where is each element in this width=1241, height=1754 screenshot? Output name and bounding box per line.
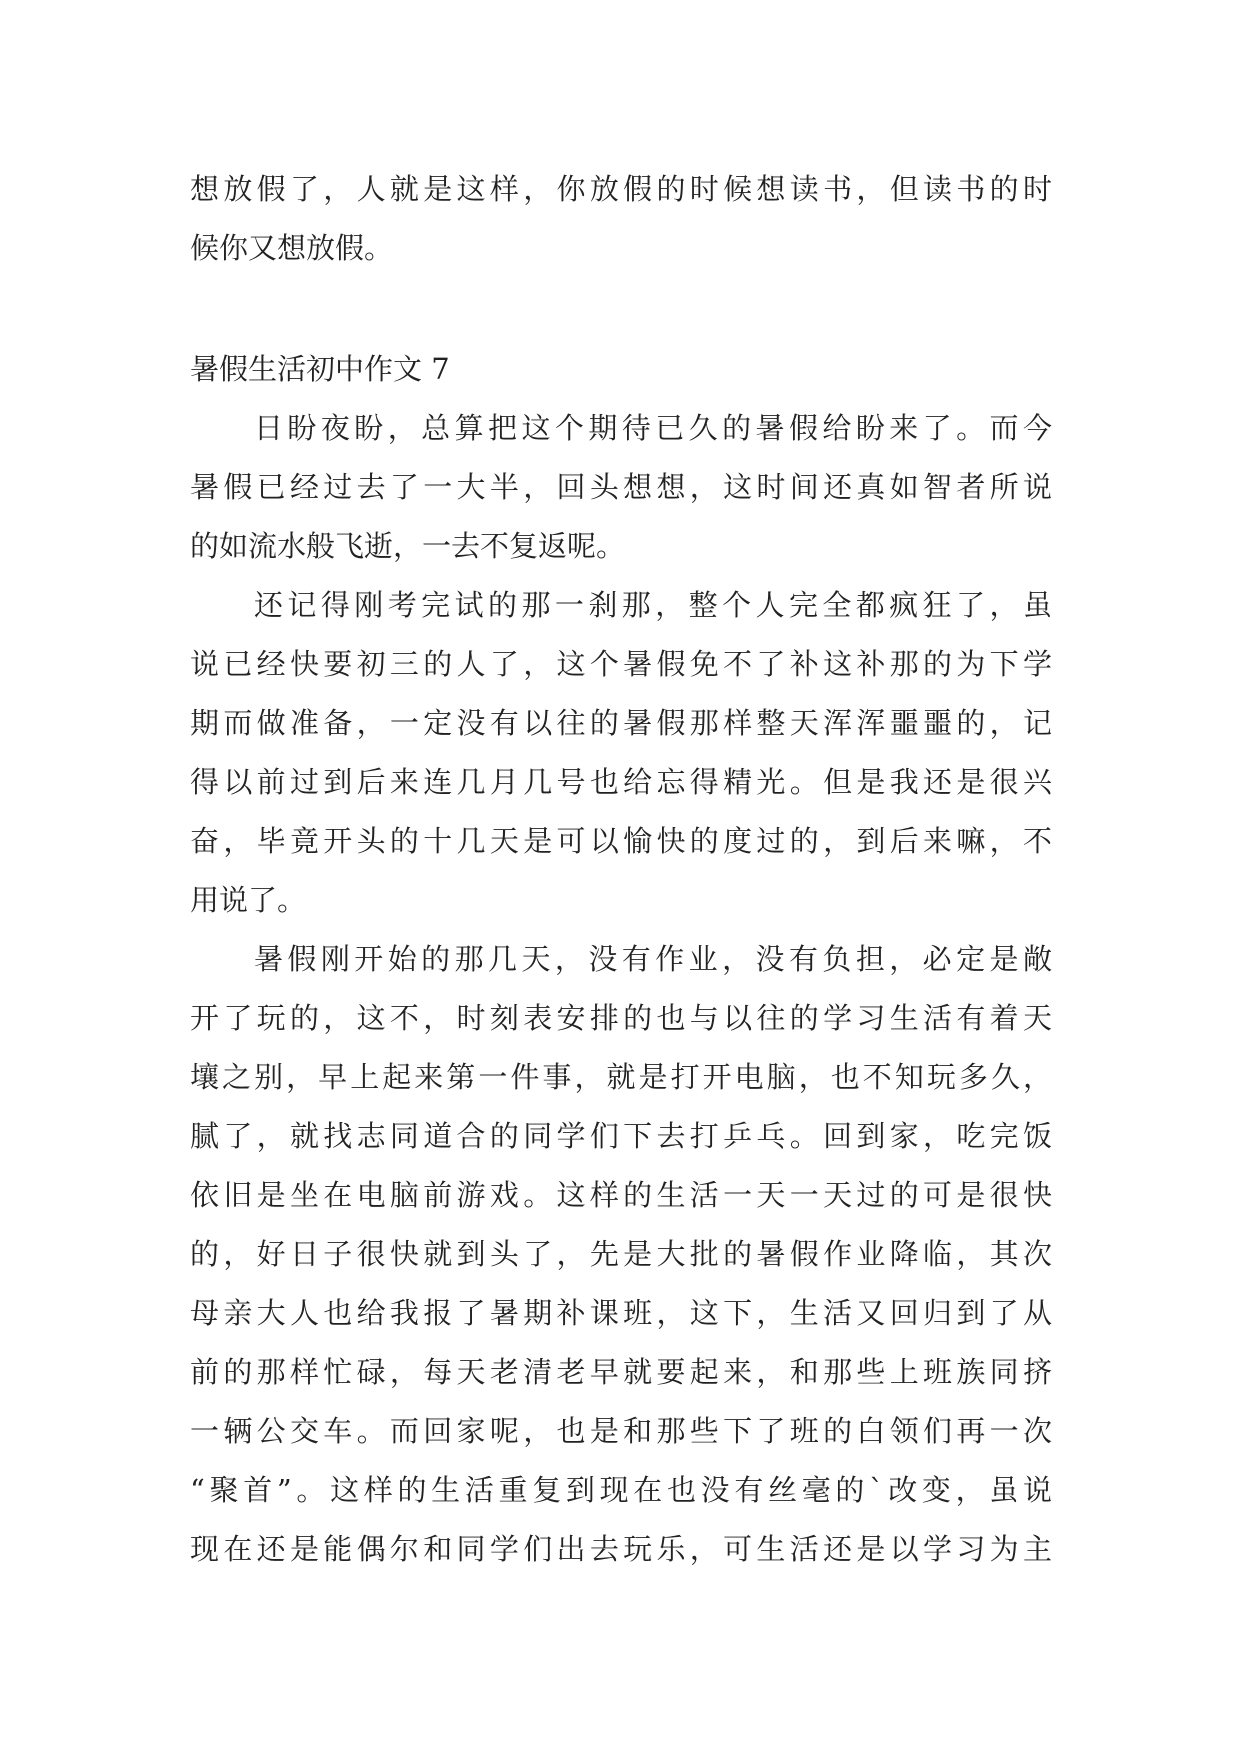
paragraph [190, 930, 1052, 1579]
text-line: 日盼夜盼，总算把这个期待已久的暑假给盼来了。而今 [254, 411, 1052, 445]
text-line: 腻了，就找志同道合的同学们下去打乒乓。回到家，吃完饭 [190, 1119, 1052, 1153]
text-line: 想放假了，人就是这样，你放假的时候想读书，但读书的时 [190, 172, 1052, 206]
text-line: 壤之别，早上起来第一件事，就是打开电脑，也不知玩多久， [190, 1060, 1052, 1094]
text-line: 期而做准备，一定没有以往的暑假那样整天浑浑噩噩的，记 [190, 706, 1052, 740]
text-line: 前的那样忙碌，每天老清老早就要起来，和那些上班族同挤 [190, 1355, 1052, 1389]
paragraph [190, 576, 1052, 930]
text-line: 得以前过到后来连几月几号也给忘得精光。但是我还是很兴 [190, 765, 1052, 799]
text-line: 一辆公交车。而回家呢，也是和那些下了班的白领们再一次 [190, 1414, 1052, 1448]
text-line: 开了玩的，这不，时刻表安排的也与以往的学习生活有着天 [190, 1001, 1052, 1035]
paragraph [190, 399, 1052, 576]
text-line: 母亲大人也给我报了暑期补课班，这下，生活又回归到了从 [190, 1296, 1052, 1330]
text-line: 奋，毕竟开头的十几天是可以愉快的度过的，到后来嘛，不 [190, 824, 1052, 858]
text-line: 依旧是坐在电脑前游戏。这样的生活一天一天过的可是很快 [190, 1178, 1052, 1212]
text-line: 说已经快要初三的人了，这个暑假免不了补这补那的为下学 [190, 647, 1052, 681]
section-heading: 暑假生活初中作文 7 [190, 352, 450, 386]
text-line: 还记得刚考完试的那一刹那，整个人完全都疯狂了，虽 [254, 588, 1052, 622]
text-line: 用说了。 [190, 883, 307, 917]
document-body [190, 160, 1052, 1579]
text-line: 候你又想放假。 [190, 231, 394, 265]
text-line: 现在还是能偶尔和同学们出去玩乐，可生活还是以学习为主 [190, 1532, 1052, 1566]
text-line: 暑假已经过去了一大半，回头想想，这时间还真如智者所说 [190, 470, 1052, 504]
text-line: 的如流水般飞逝，一去不复返呢。 [190, 529, 626, 563]
text-line: 的，好日子很快就到头了，先是大批的暑假作业降临，其次 [190, 1237, 1052, 1271]
text-line: 暑假刚开始的那几天，没有作业，没有负担，必定是敞 [254, 942, 1052, 976]
text-line: “聚首”。这样的生活重复到现在也没有丝毫的`改变，虽说 [190, 1473, 1052, 1507]
